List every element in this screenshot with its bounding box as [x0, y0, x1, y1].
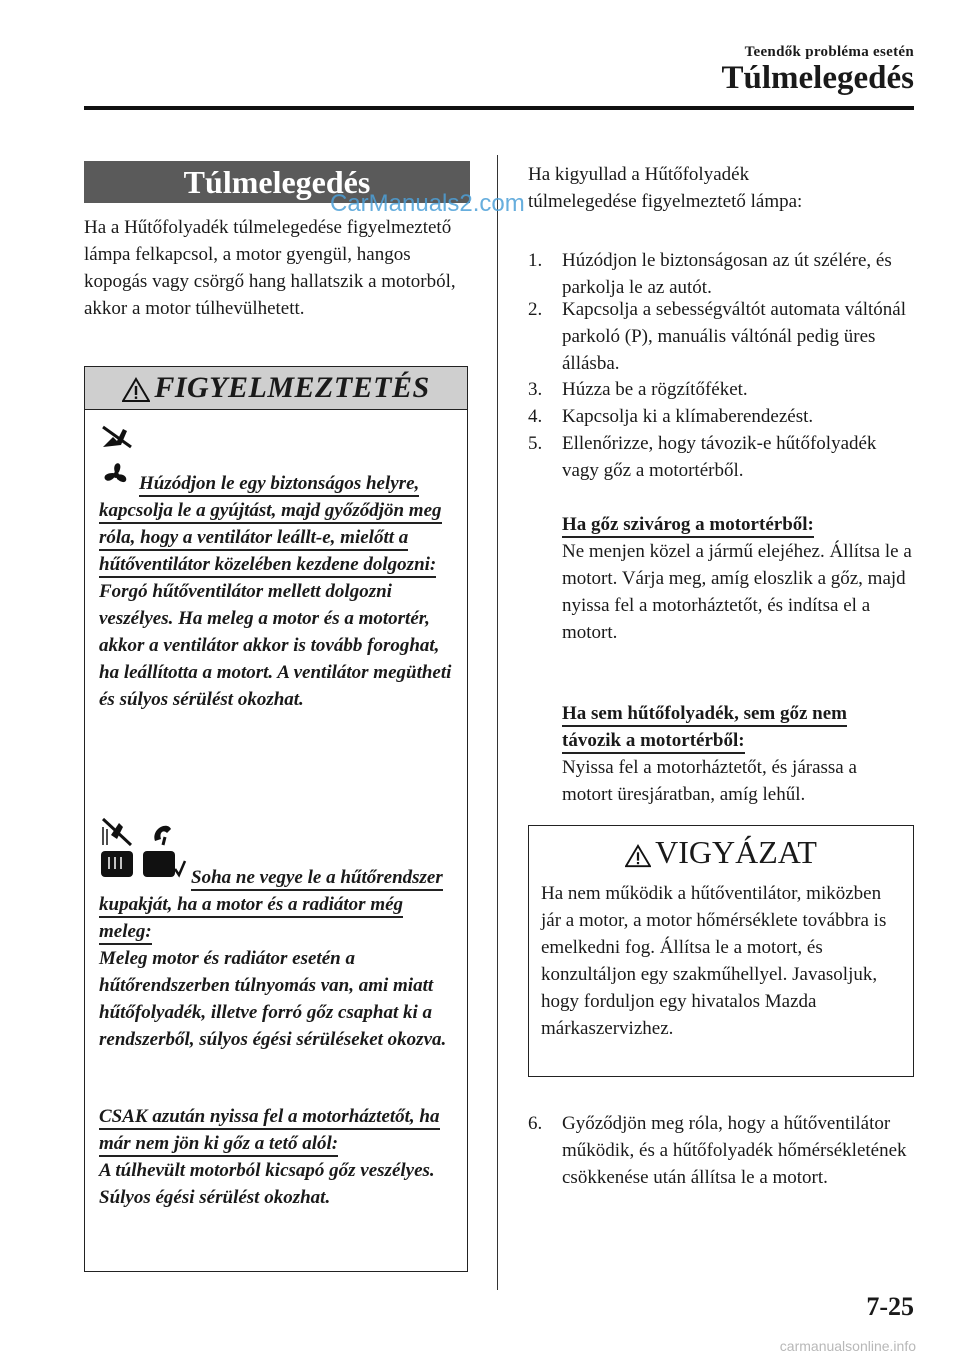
- section-intro: Ha a Hűtőfolyadék túlmelegedése figyelmeztető lámpa felkapcsol, a motor gyengül, hangos kopogás vagy csörgő hang hallatszik a motorból, akkor a motor túlhevülhetett.: [84, 217, 456, 319]
- step-number: 6.: [528, 1113, 543, 1134]
- step-text: Kapcsolja ki a klímaberendezést.: [562, 406, 814, 427]
- step-text: Kapcsolja a sebességváltót automata váltónál parkoló (P), manuális váltónál pedig üres állásba.: [562, 299, 906, 374]
- warning-block3: [99, 1103, 459, 1211]
- steam-heading-text: Ha gőz szivárog a motortérből:: [562, 514, 814, 538]
- warning-block2-title: Soha ne vegye le a hűtőrendszer kupakját, ha a motor és a radiátor még meleg:: [99, 867, 443, 945]
- column-divider: [497, 155, 498, 1290]
- warning-block1-body: Forgó hűtőventilátor mellett dolgozni veszélyes. Ha meleg a motor és a motortér, akkor a ventilátor akkor is tovább foroghat, ha leállította a motort. A ventilátor megütheti és súlyos sérülést okozhat.: [99, 581, 452, 710]
- warning-block3-body: A túlhevült motorból kicsapó gőz veszélyes. Súlyos égési sérülést okozhat.: [99, 1160, 435, 1208]
- warning-triangle-icon: [122, 377, 150, 403]
- warning-block1: [99, 470, 459, 713]
- chapter-subtitle: Teendők probléma esetén: [744, 44, 914, 60]
- section-banner: Túlmelegedés: [84, 161, 470, 203]
- steam-heading: [562, 511, 907, 538]
- step-text: Húzza be a rögzítőféket.: [562, 379, 748, 400]
- step-number: 2.: [528, 299, 543, 320]
- warning-box: [84, 366, 468, 1272]
- warning-block2-body: Meleg motor és radiátor esetén a hűtőrendszerben túlnyomás van, ami miatt hűtőfolyadék, illetve forró gőz csaphat ki a rendszerből, súlyos égési sérüléseket okozva.: [99, 948, 447, 1050]
- caution-box: [528, 825, 914, 1077]
- step-number: 5.: [528, 433, 543, 454]
- caution-heading-label: VIGYÁZAT: [655, 834, 817, 870]
- warning-block1-title: Húzódjon le egy biztonságos helyre, kapcsolja le a gyújtást, majd győződjön meg róla, hogy a ventilátor leállt-e, mielőtt a hűtőventilátor közelében kezdene dolgozni:: [99, 473, 442, 578]
- warning-block2: [99, 864, 459, 1053]
- page-number: 7-25: [866, 1292, 914, 1321]
- steam-body: Ne menjen közel a jármű elejéhez. Állítsa le a motort. Várja meg, amíg eloszlik a gőz, majd nyissa fel a motorháztetőt, és indítsa el a motort.: [562, 541, 912, 643]
- no-hands-icon: [99, 423, 135, 451]
- step-text: Ellenőrizze, hogy távozik-e hűtőfolyadék vagy gőz a motortérből.: [562, 433, 877, 481]
- watermark-bottom: carmanualsonline.info: [779, 1338, 916, 1354]
- step-number: 1.: [528, 250, 543, 271]
- chapter-title: Túlmelegedés: [721, 60, 914, 96]
- right-intro: Ha kigyullad a Hűtőfolyadék túlmelegedése figyelmeztető lámpa:: [528, 164, 803, 212]
- warning-block3-title: CSAK azután nyissa fel a motorháztetőt, ha már nem jön ki gőz a tető alól:: [99, 1106, 440, 1157]
- warning-heading-label: FIGYELMEZTETÉS: [154, 371, 430, 404]
- no-steam-heading-text: Ha sem hűtőfolyadék, sem gőz nem távozik a motortérből:: [562, 703, 847, 754]
- caution-triangle-icon: [625, 844, 651, 868]
- caution-body: Ha nem működik a hűtőventilátor, miközben jár a motor, a motor hőmérséklete továbbra is emelkedni fog. Állítsa le a motort, és konzultáljon egy szakműhellyel. Javasoljuk, hogy forduljon egy hivatalos Mazda márkaszervizhez.: [541, 883, 887, 1039]
- step-text: Húzódjon le biztonságosan az út szélére, és parkolja le az autót.: [562, 250, 892, 298]
- caution-heading: [529, 832, 913, 872]
- step-text: Győződjön meg róla, hogy a hűtőventilátor működik, és a hűtőfolyadék hőmérsékletének csökkenése után állítsa le a motort.: [562, 1113, 907, 1188]
- warning-heading: [85, 367, 467, 410]
- step-number: 3.: [528, 379, 543, 400]
- no-steam-heading: [562, 700, 907, 754]
- watermark-top: CarManuals2.com: [330, 190, 525, 217]
- step-number: 4.: [528, 406, 543, 427]
- header-rule: [84, 106, 914, 110]
- no-steam-body: Nyissa fel a motorháztetőt, és járassa a motort üresjáratban, amíg lehűl.: [562, 757, 857, 805]
